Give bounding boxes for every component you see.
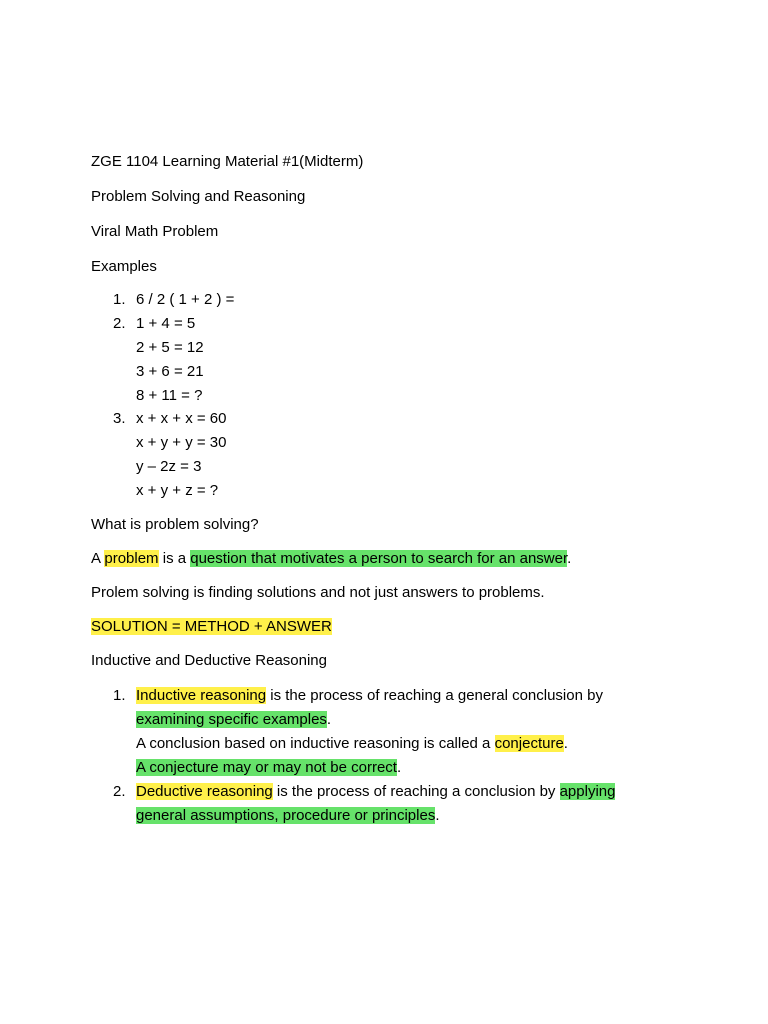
inductive-text: is the process of reaching a general conclusion by: [266, 687, 603, 704]
problem-definition: [91, 549, 571, 569]
list-number: 2.: [113, 315, 126, 332]
solution-formula: [91, 617, 332, 637]
question-heading: What is problem solving?: [91, 516, 259, 533]
example-line: y – 2z = 3: [136, 458, 202, 475]
definition-period: .: [567, 550, 572, 567]
inductive-text: A conclusion based on inductive reasoning is called a: [136, 735, 495, 752]
document-subtitle: Problem Solving and Reasoning: [91, 188, 306, 205]
inductive-period: .: [326, 711, 332, 728]
highlight-question-phrase: question that motivates a person to search for an answer: [190, 550, 568, 567]
highlight-inductive-reasoning: Inductive reasoning: [136, 687, 267, 704]
deductive-period: .: [435, 807, 440, 824]
inductive-line-3: [136, 734, 568, 754]
example-line: 1 + 4 = 5: [136, 315, 196, 332]
inductive-line-1: [136, 686, 603, 706]
document-title: ZGE 1104 Learning Material #1(Midterm): [91, 153, 364, 170]
list-number: 2.: [113, 783, 126, 800]
example-line: 8 + 11 = ?: [136, 387, 203, 404]
inductive-period: .: [396, 759, 402, 776]
highlight-examining-examples: examining specific examples: [136, 711, 327, 728]
highlight-problem: problem: [104, 550, 159, 567]
inductive-period: .: [563, 735, 568, 752]
highlight-conjecture: conjecture: [494, 735, 564, 752]
deductive-line-1: [136, 782, 615, 802]
example-line: 2 + 5 = 12: [136, 339, 204, 356]
example-line: 6 / 2 ( 1 + 2 ) =: [136, 291, 235, 308]
example-line: x + y + y = 30: [136, 434, 227, 451]
reasoning-heading: Inductive and Deductive Reasoning: [91, 652, 327, 669]
inductive-line-4: [136, 758, 401, 778]
section-viral-math: Viral Math Problem: [91, 223, 219, 240]
list-number: 1.: [113, 291, 126, 308]
list-number: 1.: [113, 687, 126, 704]
inductive-line-2: [136, 710, 331, 730]
highlight-conjecture-correct: A conjecture may or may not be correct: [136, 759, 397, 776]
highlight-applying: applying: [559, 783, 616, 800]
highlight-solution-formula: SOLUTION = METHOD + ANSWER: [91, 618, 332, 635]
example-line: x + y + z = ?: [136, 482, 219, 499]
deductive-line-2: [136, 806, 440, 826]
example-line: 3 + 6 = 21: [136, 363, 204, 380]
list-number: 3.: [113, 410, 126, 427]
examples-heading: Examples: [91, 258, 157, 275]
definition-text: is a: [158, 550, 191, 567]
definition-text: A: [91, 550, 105, 567]
deductive-text: is the process of reaching a conclusion by: [272, 783, 560, 800]
example-line: x + x + x = 60: [136, 410, 227, 427]
highlight-deductive-reasoning: Deductive reasoning: [136, 783, 273, 800]
highlight-general-assumptions: general assumptions, procedure or principles: [136, 807, 436, 824]
prolem-sentence: Prolem solving is finding solutions and not just answers to problems.: [91, 584, 545, 601]
